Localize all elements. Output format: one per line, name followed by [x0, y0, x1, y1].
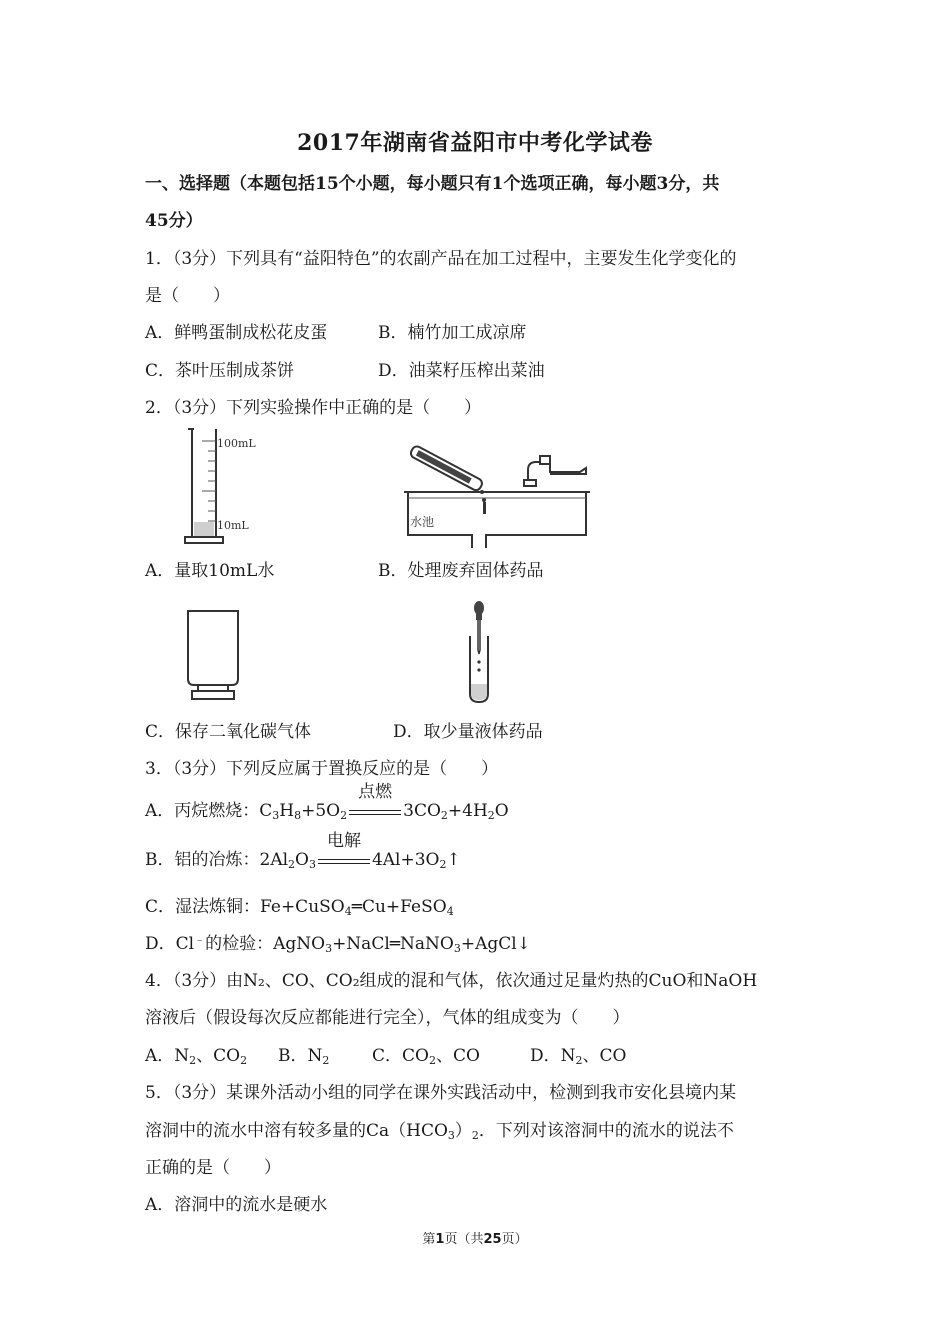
q3-stem: 3．（3分）下列反应属于置换反应的是（ ） [145, 759, 499, 779]
page-total: 25 [483, 1232, 502, 1247]
cylinder-top-label: 100mL [217, 437, 256, 450]
q4-option-d: D．$N_2$、CO [530, 1046, 627, 1067]
q5-stem-line2: 溶洞中的流水中溶有较多量的$Ca(HCO_3)_2$．下列对该溶洞中的流水的说法不 [145, 1121, 734, 1142]
q4-option-a: A．$N_2$、$CO_2$ [145, 1046, 248, 1067]
q5-stem-line3: 正确的是（ ） [145, 1158, 281, 1178]
q1-stem-line2: 是（ ） [145, 286, 230, 306]
q2-option-d: D．取少量液体药品 [393, 722, 543, 742]
q1-option-c: C．茶叶压制成茶饼 [145, 361, 295, 381]
cylinder-bottom-label: 10mL [217, 519, 249, 532]
q4-option-c: C．$CO_2$、CO [372, 1046, 480, 1067]
q3-option-a: A．丙烷燃烧：$C_3H_8+5O_2$ 点燃 $3CO_2+4H_2O$ [145, 781, 509, 822]
section-heading-line2: 45分） [145, 211, 203, 231]
q3-option-d: D．Cl﹣的检验：AgNO$_3$+NaCl═NaNO$_3$+AgCl↓ [145, 933, 531, 955]
sink-label: 水池 [410, 515, 435, 529]
q2-option-b: B．处理废弃固体药品 [378, 561, 544, 581]
q2-option-a: A．量取10mL水 [145, 561, 275, 581]
q1-option-d: D．油菜籽压榨出菜油 [378, 361, 545, 381]
q3-option-b: B．铝的冶炼：$2Al_2O_3$ 电解 $4Al+3O_2↑$ [145, 830, 461, 871]
q1-stem-line1: 1．（3分）下列具有“益阳特色”的农副产品在加工过程中，主要发生化学变化的 [145, 249, 737, 269]
page-footer: 第1页（共25页） [422, 1232, 528, 1247]
q4-stem-line1: 4．（3分）由N₂、CO、CO₂组成的混和气体，依次通过足量灼热的CuO和NaOH [145, 971, 758, 991]
q2-option-c: C．保存二氧化碳气体 [145, 722, 312, 742]
q1-option-a: A．鲜鸭蛋制成松花皮蛋 [145, 323, 328, 343]
reaction-condition-ignite: 点燃 [347, 801, 403, 823]
q5-option-a: A．溶洞中的流水是硬水 [145, 1195, 328, 1215]
dropper-test-tube-figure [455, 598, 505, 708]
q2-stem: 2．（3分）下列实验操作中正确的是（ ） [145, 398, 482, 418]
reaction-condition-electrolysis: 电解 [316, 850, 372, 872]
graduated-cylinder-figure [180, 425, 280, 550]
q5-stem-line1: 5．（3分）某课外活动小组的同学在课外实践活动中，检测到我市安化县境内某 [145, 1083, 737, 1103]
sink-disposal-figure [400, 440, 595, 548]
q3-option-c: C．湿法炼铜：Fe+CuSO$_4$═Cu+FeSO$_4$ [145, 897, 454, 918]
section-heading-line1: 一、选择题（本题包括15个小题，每小题只有1个选项正确，每小题3分，共 [145, 174, 720, 194]
q4-stem-line2: 溶液后（假设每次反应都能进行完全），气体的组成变为（ ） [145, 1008, 630, 1028]
q4-option-b: B．$N_2$ [278, 1046, 330, 1067]
q1-option-b: B．楠竹加工成凉席 [378, 323, 527, 343]
gas-jar-figure [180, 605, 250, 705]
page-title: 2017年湖南省益阳市中考化学试卷 [297, 130, 653, 156]
page-number: 1 [435, 1232, 445, 1247]
